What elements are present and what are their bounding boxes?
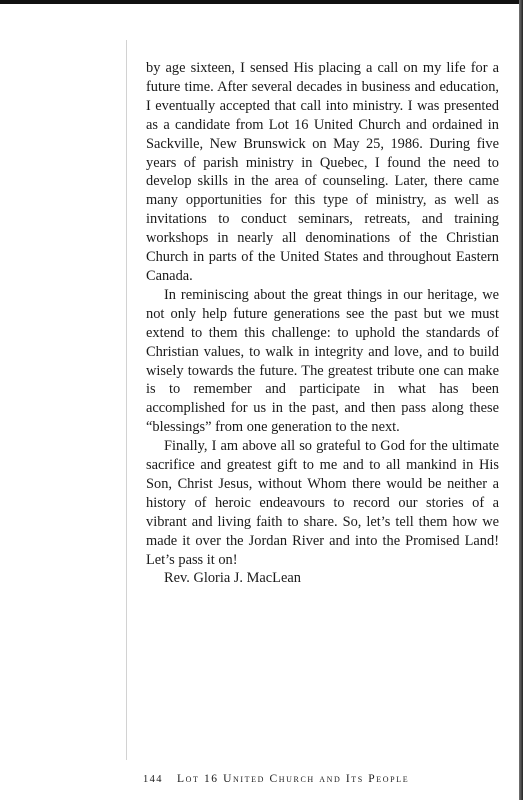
page-footer [143,773,409,785]
body-paragraph-3: Finally, I am above all so grateful to God for the ultimate sacrifice and greatest gift to me and to all mankind in His Son, Christ Jesus, without Whom there would be neither a history of heroic endeavours to record our stories of a vibrant and living faith to share. So, let’s tell them how we made it over the Jordan River and into the Promised Land! Let’s pass it on! [146,438,499,568]
scan-gutter-line [126,40,127,760]
running-head: Lot 16 United Church and Its People [176,773,410,785]
body-paragraph-2: In reminiscing about the great things in our heritage, we not only help future generations see the past but we must extend to them this challenge: to uphold the standards of Christian values, to walk in integrity and love, and to build wisely towards the future. The greatest tribute one can make is to remember and participate in what has been accomplished for us in the past, and then pass along these “blessings” from one generation to the next. [146,286,499,436]
page-number: 144 [143,774,163,785]
scan-edge-top [0,0,523,4]
signature: Rev. Gloria J. MacLean [164,570,301,587]
body-paragraph-1: by age sixteen, I sensed His placing a call on my life for a future time. After several decades in business and education, I eventually accepted that call into ministry. I was presented as a candidate from Lot 16 United Church and ordained in Sackville, New Brunswick on May 25, 1986. During five years of parish ministry in Quebec, I found the need to develop skills in the area of counseling. Later, there came many opportunities for this type of ministry, as well as invitations to conduct seminars, retreats, and training workshops in nearly all denominations of the Christian Church in parts of the United States and throughout Eastern Canada. [146,60,499,284]
scan-edge-right [519,0,523,800]
page-body [146,59,499,588]
